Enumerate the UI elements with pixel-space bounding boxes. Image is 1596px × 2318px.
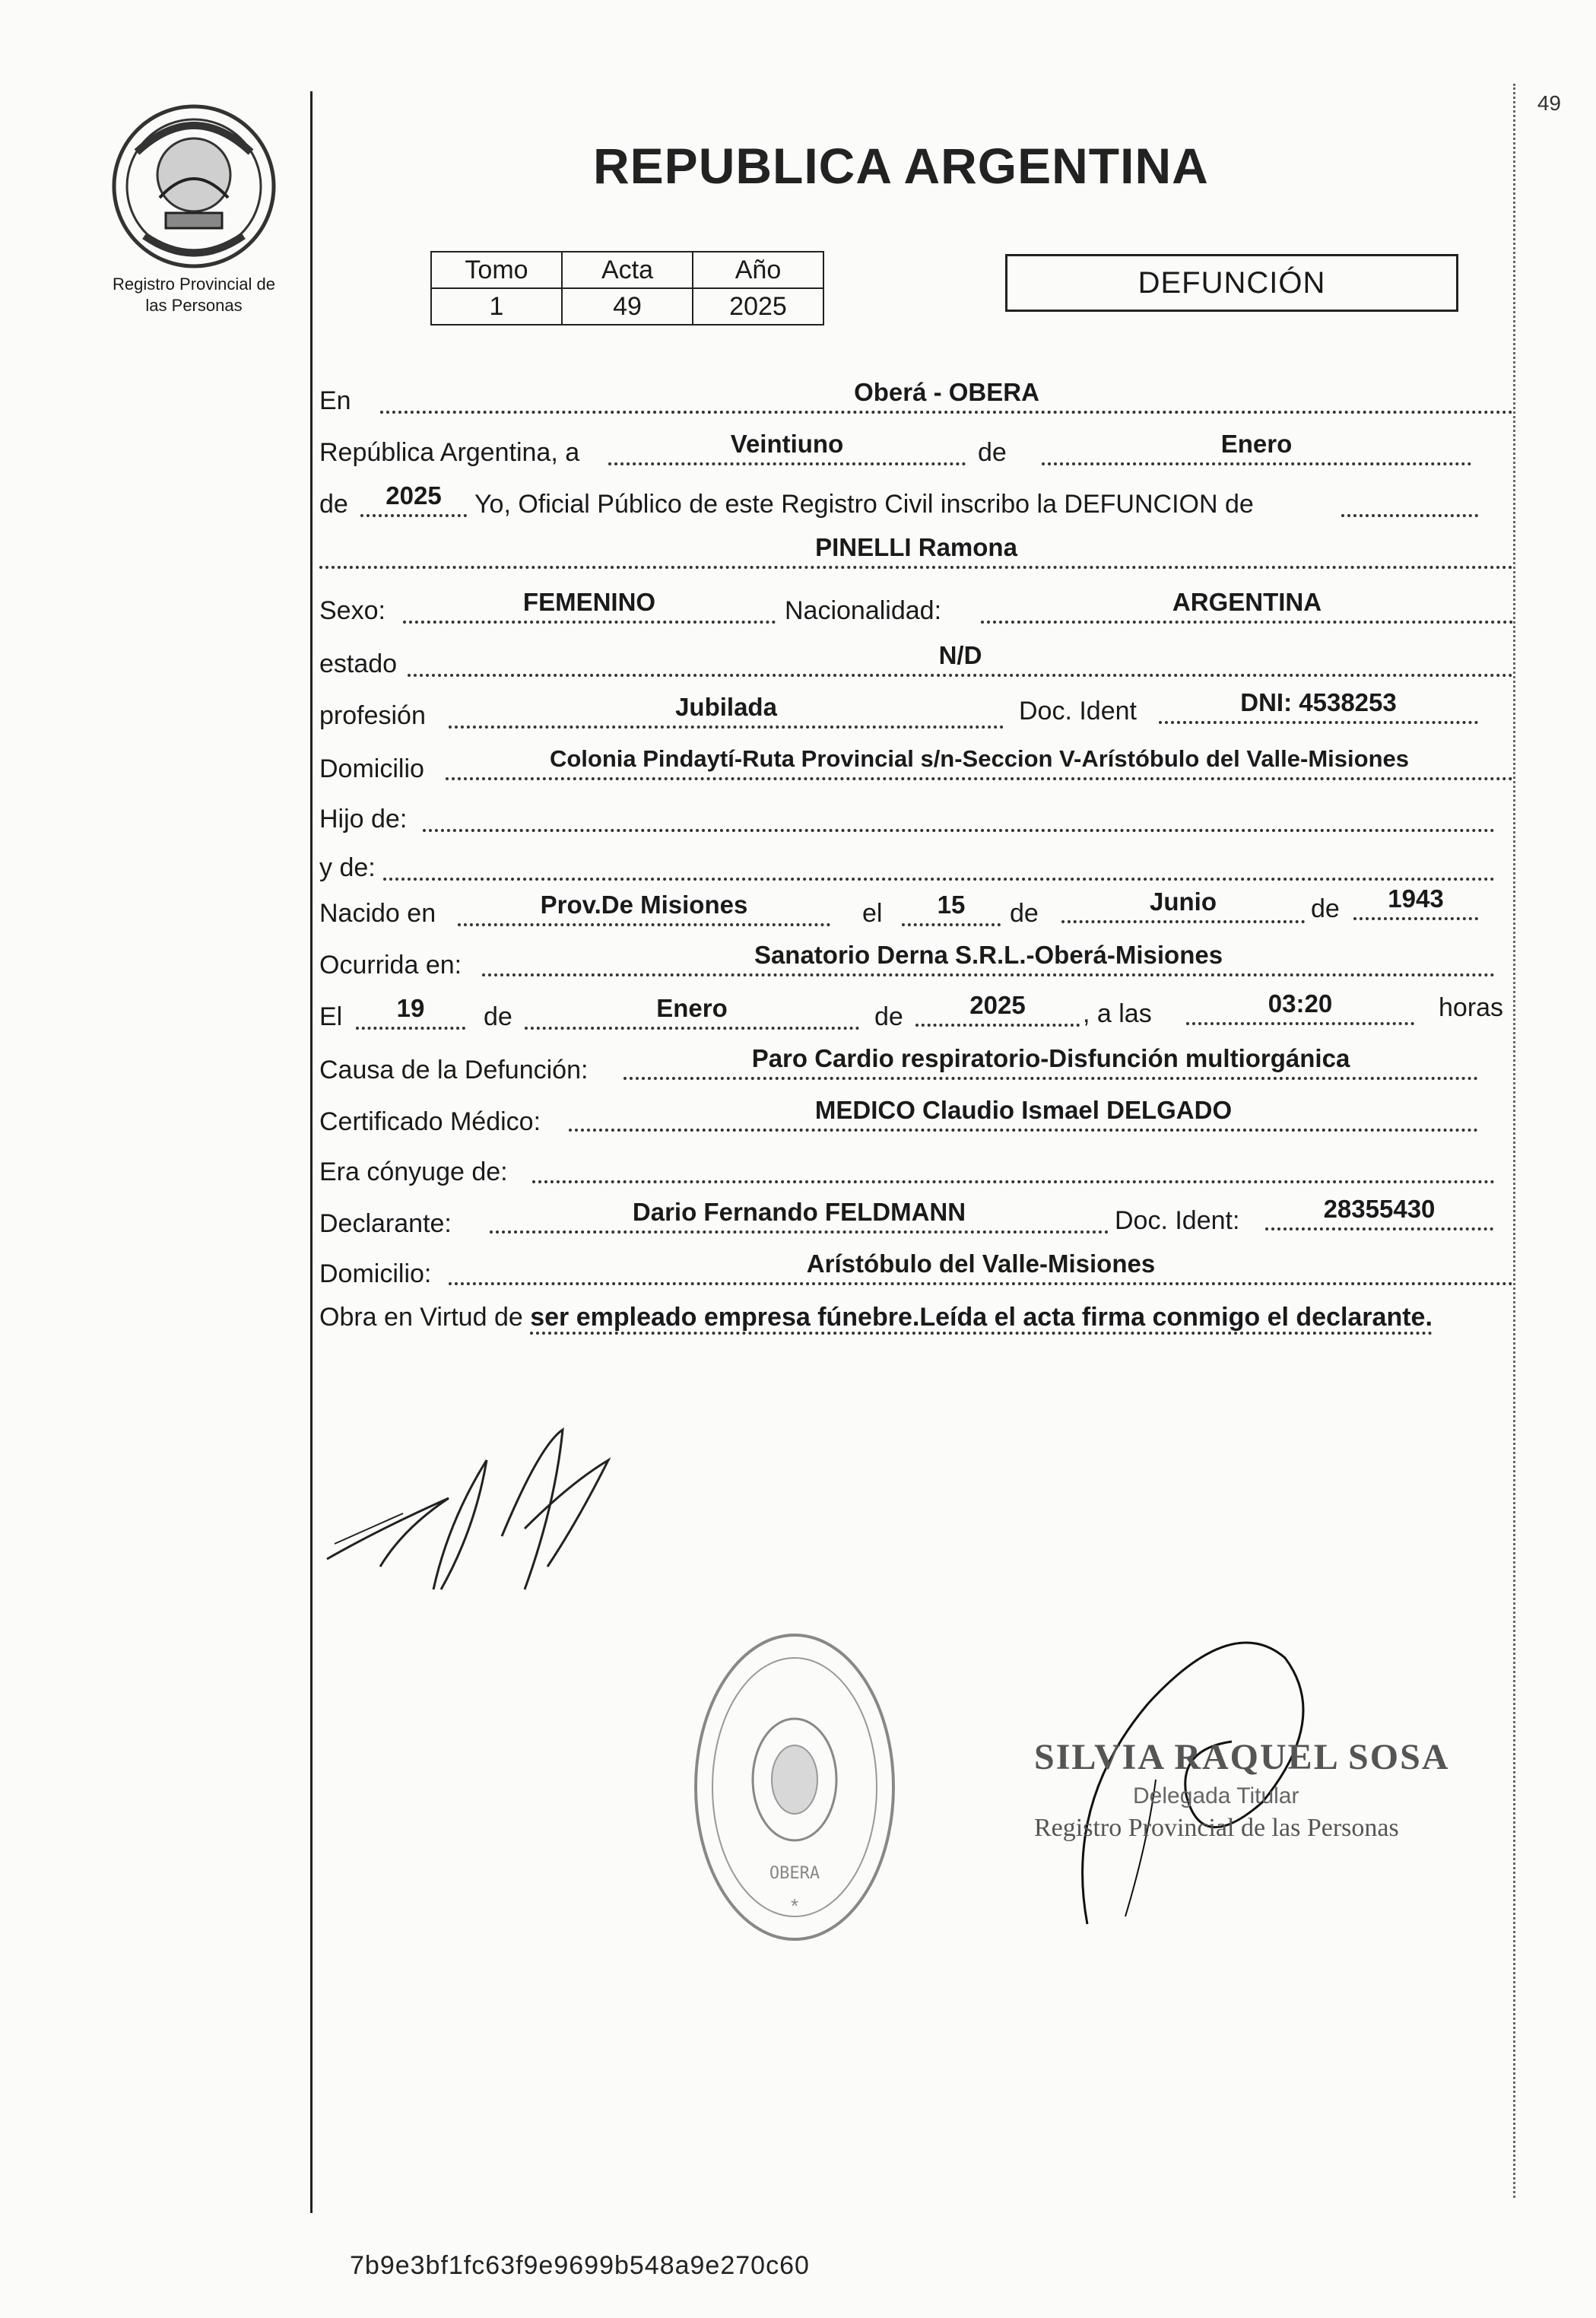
org-line-1: Registro Provincial de — [113, 275, 275, 294]
svg-text:*: * — [790, 1894, 799, 1917]
doc-label: Doc. Ident — [1019, 697, 1137, 726]
alas-label: , a las — [1083, 999, 1152, 1028]
certificado-field: MEDICO Claudio Ismael DELGADO — [569, 1095, 1478, 1132]
place-field: Oberá - OBERA — [380, 377, 1513, 414]
domicilio-field: Colonia Pindaytí-Ruta Provincial s/n-Seccion V-Arístóbulo del Valle-Misiones — [446, 744, 1513, 780]
birth-month-field: Junio — [1061, 887, 1305, 923]
declarante-field: Dario Fernando FELDMANN — [490, 1197, 1109, 1234]
el-label-2: El — [319, 1002, 343, 1031]
causa-field: Paro Cardio respiratorio-Disfunción multiorgánica — [623, 1043, 1478, 1080]
conyuge-label: Era cónyuge de: — [319, 1157, 508, 1186]
death-day-field: 19 — [356, 993, 465, 1030]
hijo-label: Hijo de: — [319, 805, 408, 834]
document-title: REPUBLICA ARGENTINA — [593, 138, 1209, 194]
estado-field: N/D — [408, 640, 1513, 677]
declarant-signature — [312, 1415, 631, 1612]
certificado-label: Certificado Médico: — [319, 1107, 541, 1136]
ocurrida-field: Sanatorio Derna S.R.L.-Oberá-Misiones — [482, 940, 1495, 976]
registry-org-name — [84, 274, 304, 316]
hijo-field — [423, 795, 1495, 832]
month-field: Enero — [1042, 429, 1471, 465]
doc-field: DNI: 4538253 — [1159, 687, 1478, 724]
conyuge-field — [532, 1147, 1495, 1183]
death-month-field: Enero — [525, 993, 859, 1030]
domicilio2-label: Domicilio: — [319, 1259, 432, 1288]
official-role-stamp: Delegada Titular — [1133, 1783, 1299, 1808]
domicilio2-field: Arístóbulo del Valle-Misiones — [449, 1249, 1513, 1285]
de-label-4: de — [1311, 894, 1340, 923]
domicilio-label: Domicilio — [319, 754, 424, 783]
obra-field: ser empleado empresa fúnebre.Leída el acta firma conmigo el declarante. — [530, 1303, 1433, 1335]
document-hash: 7b9e3bf1fc63f9e9699b548a9e270c60 — [350, 2251, 810, 2280]
estado-label: estado — [319, 649, 398, 678]
sexo-label: Sexo: — [319, 596, 386, 625]
en-label: En — [319, 386, 351, 415]
right-margin-line — [1513, 84, 1515, 2198]
yde-field — [383, 844, 1495, 881]
profesion-label: profesión — [319, 701, 426, 730]
nacido-field: Prov.De Misiones — [458, 890, 830, 926]
sexo-field: FEMENINO — [403, 587, 776, 624]
province-logo — [106, 99, 281, 274]
obra-paragraph — [319, 1296, 1525, 1338]
svg-text:OBERA: OBERA — [769, 1864, 820, 1883]
org-line-2: las Personas — [145, 296, 243, 315]
death-year-field: 2025 — [915, 990, 1080, 1027]
page-number: 49 — [1537, 91, 1561, 115]
year-field: 2025 — [360, 481, 467, 517]
death-time-field: 03:20 — [1186, 989, 1414, 1025]
acta-header: Acta — [562, 252, 693, 288]
act-type-box: DEFUNCIÓN — [1005, 254, 1458, 312]
de-label-2: de — [319, 490, 348, 519]
obra-label: Obra en Virtud de — [319, 1303, 523, 1332]
tomo-value: 1 — [431, 288, 562, 325]
republica-label: República Argentina, a — [319, 438, 580, 467]
birth-day-field: 15 — [902, 890, 1001, 926]
oficial-blank — [1341, 481, 1478, 517]
de-label-3: de — [1010, 899, 1039, 928]
nacionalidad-field: ARGENTINA — [981, 587, 1513, 624]
deceased-name-field: PINELLI Ramona — [319, 532, 1513, 569]
nacido-label: Nacido en — [319, 899, 436, 928]
yde-label: y de: — [319, 853, 376, 882]
official-org-stamp: Registro Provincial de las Personas — [1034, 1814, 1399, 1842]
nacionalidad-label: Nacionalidad: — [785, 596, 942, 625]
official-name-stamp: SILVIA RAQUEL SOSA — [1034, 1737, 1450, 1777]
left-margin-line — [310, 91, 313, 2213]
birth-year-field: 1943 — [1353, 884, 1478, 920]
de-label-6: de — [874, 1002, 903, 1031]
declarante-label: Declarante: — [319, 1209, 452, 1238]
causa-label: Causa de la Defunción: — [319, 1056, 589, 1084]
anio-header: Año — [693, 252, 823, 288]
horas-label: horas — [1439, 993, 1504, 1022]
el-label-1: el — [862, 899, 883, 928]
registry-table — [430, 251, 824, 325]
oficial-text: Yo, Oficial Público de este Registro Civil inscribo la DEFUNCION de — [474, 490, 1254, 519]
ocurrida-label: Ocurrida en: — [319, 951, 462, 980]
de-label-1: de — [978, 438, 1007, 467]
tomo-header: Tomo — [431, 252, 562, 288]
delegation-seal — [688, 1627, 901, 1947]
profesion-field: Jubilada — [449, 692, 1004, 729]
doc2-field: 28355430 — [1265, 1194, 1493, 1230]
anio-value: 2025 — [693, 288, 823, 325]
de-label-5: de — [484, 1002, 512, 1031]
doc2-label: Doc. Ident: — [1115, 1206, 1240, 1235]
acta-value: 49 — [562, 288, 693, 325]
day-words-field: Veintiuno — [608, 429, 966, 465]
